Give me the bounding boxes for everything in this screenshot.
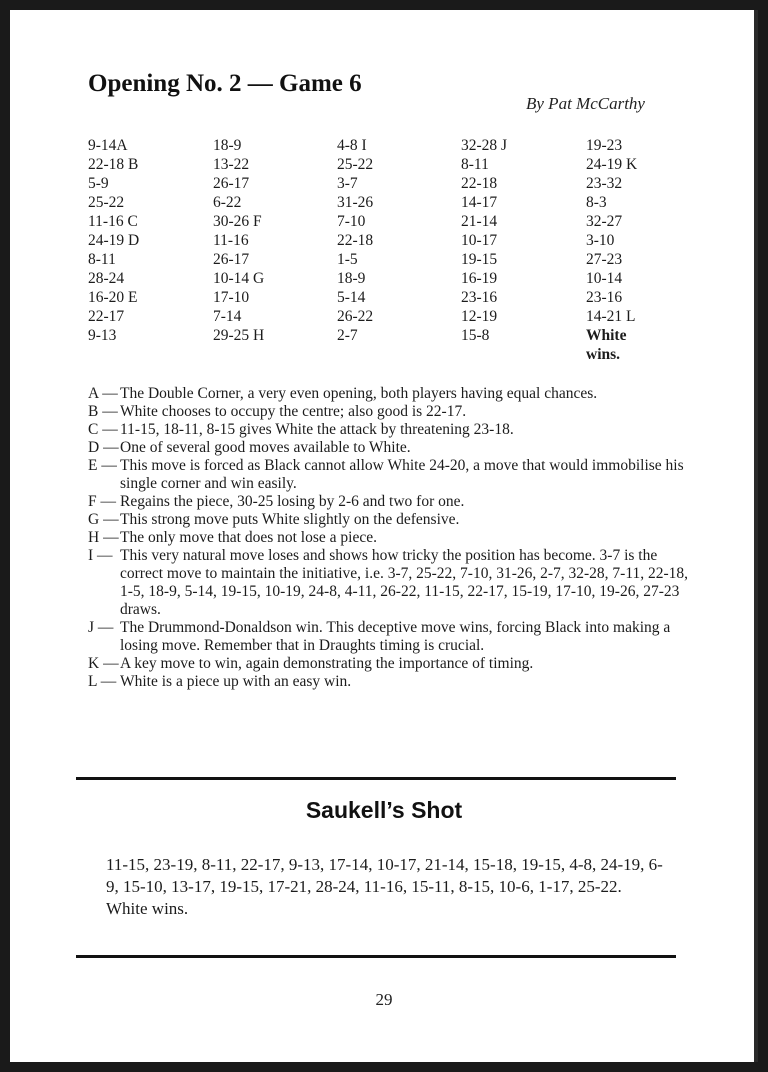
note-key: A — <box>88 385 118 402</box>
move: 22-18 <box>337 232 374 249</box>
move: 2-7 <box>337 327 358 344</box>
move: 24-19 K <box>586 156 638 173</box>
move: 14-21 L <box>586 308 636 325</box>
move: 13-22 <box>213 156 250 173</box>
note-key: F — <box>88 493 116 510</box>
shot-moves: 11-15, 23-19, 8-11, 22-17, 9-13, 17-14, 10-17, 21-14, 15-18, 19-15, 4-8, 24-19, 6-9, 15-10, 13-17, 19-15, 17-21, 28-24, 11-16, 15-11, 8-15, 10-6, 1-17, 25-22. White wins. <box>106 855 663 918</box>
note-text: 11-15, 18-11, 8-15 gives White the attack by threatening 23-18. <box>120 421 514 438</box>
moves-column-1 <box>88 136 139 345</box>
note-text: This very natural move loses and shows how tricky the position has become. 3-7 is the correct move to maintain the initiative, i.e. 3-7, 25-22, 7-10, 31-26, 2-7, 32-28, 7-11, 22-18, 1-5, 18-9, 5-14, 19-15, 10-19, 24-8, 4-11, 26-22, 11-15, 22-17, 15-19, 17-10, 19-26, 27-23 draws. <box>120 547 689 618</box>
note-e <box>88 457 694 493</box>
note-k <box>88 655 694 673</box>
note-f <box>88 493 694 511</box>
note-key: H — <box>88 529 119 546</box>
note-text: This strong move puts White slightly on the defensive. <box>120 511 460 528</box>
note-a <box>88 385 694 403</box>
note-j <box>88 619 694 655</box>
move: 15-8 <box>461 327 490 344</box>
move: 10-14 G <box>213 270 265 287</box>
author-byline: By Pat McCarthy <box>526 94 645 113</box>
move: 12-19 <box>461 308 498 325</box>
move: 29-25 H <box>213 327 265 344</box>
move: 23-32 <box>586 175 623 192</box>
move: 11-16 C <box>88 213 138 230</box>
move: 8-3 <box>586 194 607 211</box>
move: 26-17 <box>213 175 250 192</box>
move: 26-22 <box>337 308 374 325</box>
move: 25-22 <box>337 156 374 173</box>
move: 32-28 J <box>461 137 508 154</box>
note-b <box>88 403 694 421</box>
move: 16-20 E <box>88 289 138 306</box>
move: 23-16 <box>586 289 623 306</box>
result-label: wins. <box>586 346 621 363</box>
note-text: The only move that does not lose a piece. <box>120 529 377 546</box>
move: 14-17 <box>461 194 498 211</box>
move: 30-26 F <box>213 213 262 230</box>
move: 9-14A <box>88 137 128 154</box>
note-text: One of several good moves available to White. <box>120 439 411 456</box>
note-l <box>88 673 694 691</box>
move: 9-13 <box>88 327 117 344</box>
move: 5-9 <box>88 175 109 192</box>
note-key: B — <box>88 403 118 420</box>
move: 19-15 <box>461 251 498 268</box>
move: 6-22 <box>213 194 242 211</box>
note-key: J — <box>88 619 114 636</box>
move: 17-10 <box>213 289 250 306</box>
page-title: Opening No. 2 — Game 6 <box>88 70 362 97</box>
move: 7-14 <box>213 308 242 325</box>
note-text: A key move to win, again demonstrating the importance of timing. <box>120 655 534 672</box>
moves-column-5 <box>586 136 637 364</box>
note-key: I — <box>88 547 113 564</box>
moves-column-3 <box>337 136 373 345</box>
moves-column-2 <box>213 136 264 345</box>
page-number: 29 <box>375 990 393 1009</box>
move: 18-9 <box>213 137 242 154</box>
move: 19-23 <box>586 137 623 154</box>
note-text: The Double Corner, a very even opening, both players having equal chances. <box>120 385 598 402</box>
move: 31-26 <box>337 194 374 211</box>
move: 24-19 D <box>88 232 140 249</box>
note-key: K — <box>88 655 119 672</box>
move: 32-27 <box>586 213 623 230</box>
note-i <box>88 547 694 619</box>
move: 7-10 <box>337 213 366 230</box>
move: 25-22 <box>88 194 125 211</box>
moves-column-4 <box>461 136 507 345</box>
move: 21-14 <box>461 213 498 230</box>
note-g <box>88 511 694 529</box>
move: 8-11 <box>461 156 489 173</box>
move: 10-14 <box>586 270 623 287</box>
move: 3-10 <box>586 232 615 249</box>
divider-bottom <box>76 955 676 958</box>
move: 3-7 <box>337 175 358 192</box>
note-h <box>88 529 694 547</box>
note-key: G — <box>88 511 119 528</box>
note-text: White chooses to occupy the centre; also good is 22-17. <box>120 403 467 420</box>
move: 10-17 <box>461 232 498 249</box>
move: 16-19 <box>461 270 498 287</box>
note-text: Regains the piece, 30-25 losing by 2-6 and two for one. <box>120 493 465 510</box>
note-text: The Drummond-Donaldson win. This deceptive move wins, forcing Black into making a losing move. Remember that in Draughts timing is crucial. <box>120 619 671 654</box>
book-page <box>10 10 758 1062</box>
section-title: Saukell’s Shot <box>305 797 463 823</box>
move: 18-9 <box>337 270 366 287</box>
move: 28-24 <box>88 270 125 287</box>
note-key: L — <box>88 673 117 690</box>
move: 22-18 B <box>88 156 139 173</box>
note-d <box>88 439 694 457</box>
note-key: E — <box>88 457 117 474</box>
note-text: This move is forced as Black cannot allow White 24-20, a move that would immobilise his single corner and win easily. <box>120 457 684 492</box>
move: 4-8 I <box>337 137 367 154</box>
note-key: D — <box>88 439 119 456</box>
move: 26-17 <box>213 251 250 268</box>
move: 22-17 <box>88 308 125 325</box>
divider-top <box>76 777 676 780</box>
move: 8-11 <box>88 251 116 268</box>
move: 11-16 <box>213 232 249 249</box>
move: 1-5 <box>337 251 358 268</box>
move: 5-14 <box>337 289 366 306</box>
note-key: C — <box>88 421 118 438</box>
note-text: White is a piece up with an easy win. <box>120 673 352 690</box>
move: 22-18 <box>461 175 498 192</box>
result-label: White <box>586 327 627 344</box>
move: 27-23 <box>586 251 623 268</box>
note-c <box>88 421 694 439</box>
annotation-notes <box>88 385 694 691</box>
move: 23-16 <box>461 289 498 306</box>
